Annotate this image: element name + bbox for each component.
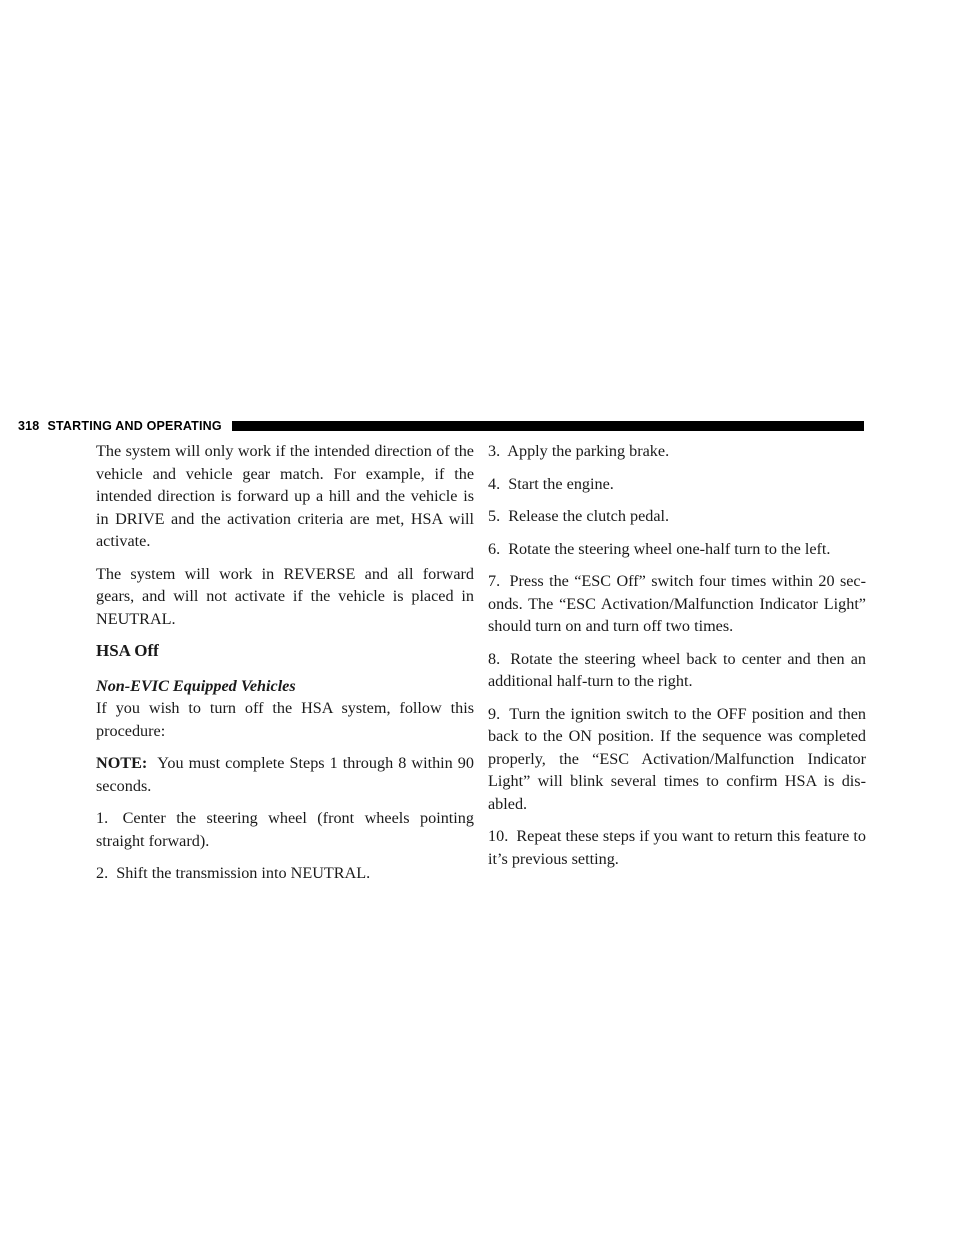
step-number: 10. xyxy=(488,827,509,845)
step-text: Shift the transmission into NEUTRAL. xyxy=(116,864,371,882)
step-number: 6. xyxy=(488,539,501,558)
section-title: STARTING AND OPERATING xyxy=(47,419,222,433)
note-text: You must complete Steps 1 through 8 within 90 seconds. xyxy=(96,754,474,795)
step-3 xyxy=(488,440,866,463)
step-text: Center the steering wheel (front wheels pointing straight forward). xyxy=(96,809,474,850)
step-text: Apply the parking brake. xyxy=(507,442,670,460)
note xyxy=(96,752,474,797)
step-7 xyxy=(488,570,866,638)
step-number: 7. xyxy=(488,572,501,590)
paragraph-gears: The system will work in REVERSE and all forward gears, and will not activate if the vehicle is placed in NEUTRAL. xyxy=(96,564,474,628)
step-text: Rotate the steering wheel one-half turn to the left. xyxy=(508,539,831,558)
step-4 xyxy=(488,473,866,496)
right-column xyxy=(488,440,866,880)
step-5 xyxy=(488,505,866,528)
note-label: NOTE: xyxy=(96,754,148,772)
heading-hsa-off: HSA Off xyxy=(96,641,159,660)
step-text: Turn the ignition switch to the OFF position and then back to the ON position. If the sequence was completed properly, the “ESC Activation/Malfunction Indicator Light” will blink several times to confirm HSA is dis-abled. xyxy=(488,704,866,813)
header-rule xyxy=(232,421,864,431)
step-number: 1. xyxy=(96,809,109,827)
step-6 xyxy=(488,538,866,561)
step-8 xyxy=(488,648,866,693)
step-number: 3. xyxy=(488,442,501,460)
step-number: 9. xyxy=(488,704,501,723)
step-10 xyxy=(488,825,866,870)
step-number: 2. xyxy=(96,864,109,882)
step-text: Start the engine. xyxy=(508,474,614,493)
step-text: Repeat these steps if you want to return this feature to it’s previous setting. xyxy=(488,827,866,868)
step-text: Release the clutch pedal. xyxy=(508,507,670,525)
paragraph-procedure: If you wish to turn off the HSA system, follow this procedure: xyxy=(96,699,474,740)
step-text: Rotate the steering wheel back to center and then an additional half-turn to the right. xyxy=(488,649,866,690)
step-9 xyxy=(488,703,866,816)
subheading-non-evic: Non-EVIC Equipped Vehicles xyxy=(96,676,296,695)
left-column xyxy=(96,440,474,895)
page-number: 318 xyxy=(18,419,40,433)
paragraph-direction: The system will only work if the intended direction of the vehicle and vehicle gear match. For example, if the intended direction is forward up a hill and the vehicle is in DRIVE and the activation criteria are met, HSA will activate. xyxy=(96,442,474,550)
step-1 xyxy=(96,807,474,852)
step-2 xyxy=(96,862,474,885)
page-header xyxy=(18,418,864,434)
step-number: 4. xyxy=(488,474,501,493)
step-text: Press the “ESC Off” switch four times within 20 sec-onds. The “ESC Activation/Malfunction Indicator Light” should turn on and turn off two times. xyxy=(488,572,866,635)
step-number: 8. xyxy=(488,649,501,668)
step-number: 5. xyxy=(488,507,501,525)
